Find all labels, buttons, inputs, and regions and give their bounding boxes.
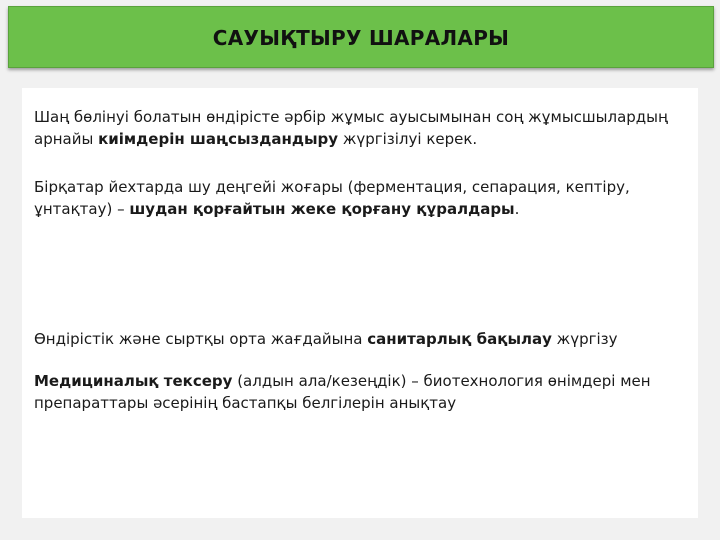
paragraph-text: Бірқатар йехтарда шу деңгейі жоғары (ферментация, сепарация, кептіру, ұнтақтау) – [34, 178, 630, 218]
title-bar [8, 6, 714, 68]
paragraph-text: (алдын ала/кезеңдік) – биотехнология өнімдері мен препараттары әсерінің бастапқы белгілерін анықтау [34, 372, 651, 412]
paragraph-dust-clothing [34, 106, 674, 150]
paragraph-emphasis: шудан қорғайтын жеке қорғану құралдары [129, 200, 515, 218]
paragraph-emphasis: киімдерін шаңсыздандыру [98, 130, 339, 148]
paragraph-text: жүргізілуі керек. [338, 130, 478, 148]
paragraph-text: . [514, 200, 520, 218]
paragraph-text: жүргізу [551, 330, 618, 348]
paragraph-text: Шаң бөлінуі болатын өндірісте әрбір жұмыс ауысымынан соң жұмысшылардың арнайы [34, 108, 668, 148]
paragraph-emphasis: Медициналық тексеру [34, 372, 233, 390]
content-area [22, 88, 698, 518]
paragraph-noise-protection [34, 176, 674, 220]
paragraph-emphasis: санитарлық бақылау [367, 330, 552, 348]
slide-title: САУЫҚТЫРУ ШАРАЛАРЫ [212, 26, 510, 50]
paragraph-medical-exam [34, 370, 674, 414]
paragraph-sanitary-control [34, 328, 674, 350]
paragraph-text: Өндірістік және сыртқы орта жағдайына [34, 330, 368, 348]
